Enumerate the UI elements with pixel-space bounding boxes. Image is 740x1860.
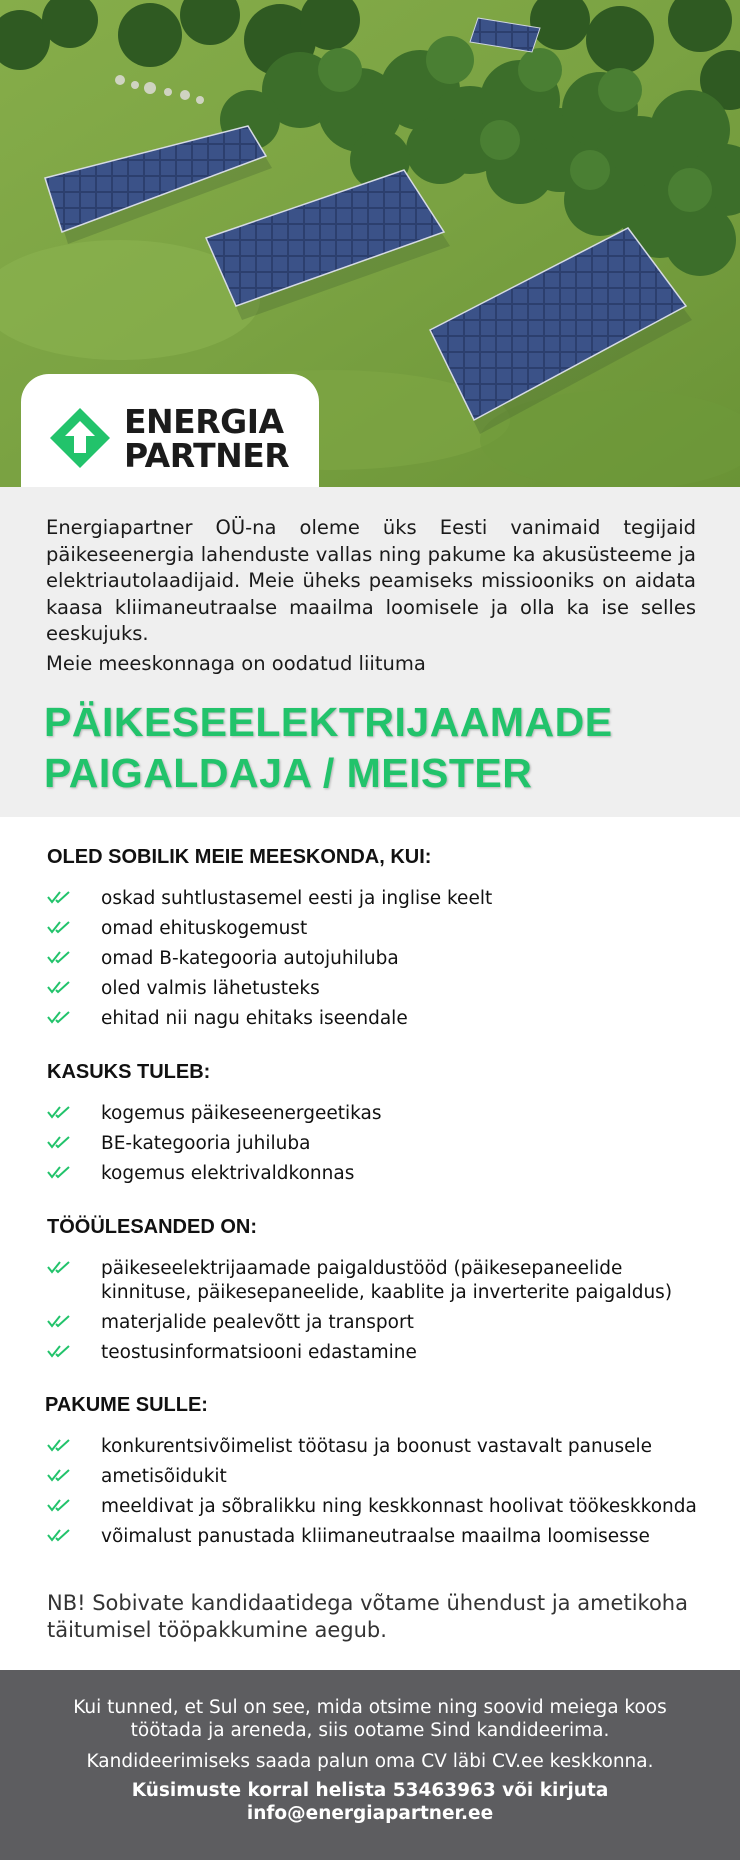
section-title-requirements: OLED SOBILIK MEIE MEESKONDA, KUI: (47, 846, 432, 868)
double-check-icon (47, 1314, 73, 1328)
hero-photo-solar-park (0, 0, 740, 487)
contact-footer (0, 1670, 740, 1860)
intro-lead: Meie meeskonnaga on oodatud liituma (46, 652, 426, 675)
list-item-text: omad ehituskogemust (101, 918, 308, 939)
list-item-text: teostusinformatsiooni edastamine (101, 1342, 417, 1363)
logo-line-2: PARTNER (124, 436, 290, 475)
list-item-text: oskad suhtlustasemel eesti ja inglise keelt (101, 888, 493, 909)
energia-partner-logo-icon (48, 406, 112, 470)
section-title-duties: TÖÖÜLESANDED ON: (47, 1216, 257, 1238)
list-item (47, 1465, 707, 1489)
section-title-advantages: KASUKS TULEB: (47, 1061, 211, 1083)
double-check-icon (47, 1010, 73, 1024)
list-item-text: konkurentsivõimelist töötasu ja boonust vastavalt panusele (101, 1436, 652, 1457)
double-check-icon (47, 980, 73, 994)
advantages-list (47, 1102, 707, 1192)
double-check-icon (47, 920, 73, 934)
requirements-list (47, 887, 707, 1037)
list-item-text: kogemus elektrivaldkonnas (101, 1163, 355, 1184)
list-item (47, 1525, 707, 1549)
list-item (47, 1311, 707, 1335)
logo-line-1: ENERGIA (124, 402, 284, 441)
double-check-icon (47, 1468, 73, 1482)
list-item-text: oled valmis lähetusteks (101, 978, 320, 999)
list-item (47, 1435, 707, 1459)
list-item (47, 1102, 707, 1126)
double-check-icon (47, 1260, 73, 1274)
logo-card (21, 374, 319, 487)
job-title (44, 697, 613, 799)
job-title-line-1: PÄIKESEELEKTRIJAAMADE (44, 699, 613, 745)
list-item (47, 887, 707, 911)
footer-invitation: Kui tunned, et Sul on see, mida otsime ning soovid meiega koos töötada ja areneda, siis ootame Sind kandideerima. (73, 1697, 667, 1741)
list-item (47, 1341, 707, 1365)
footer-apply-instructions: Kandideerimiseks saada palun oma CV läbi CV.ee keskkonna. (86, 1751, 654, 1772)
double-check-icon (47, 1438, 73, 1452)
list-item-text: ametisõidukit (101, 1466, 227, 1487)
list-item-text: omad B-kategooria autojuhiluba (101, 948, 399, 969)
list-item-text: BE-kategooria juhiluba (101, 1133, 311, 1154)
double-check-icon (47, 1135, 73, 1149)
list-item (47, 1007, 707, 1031)
double-check-icon (47, 1528, 73, 1542)
list-item-text: meeldivat ja sõbralikku ning keskkonnast hoolivat töökeskkonda (101, 1496, 697, 1517)
section-title-offer: PAKUME SULLE: (45, 1394, 208, 1416)
list-item (47, 1132, 707, 1156)
list-item (47, 947, 707, 971)
footer-contact: Küsimuste korral helista 53463963 või kirjuta info@energiapartner.ee (131, 1780, 609, 1824)
list-item (47, 1162, 707, 1186)
job-title-line-2: PAIGALDAJA / MEISTER (44, 750, 533, 796)
intro-paragraph: Energiapartner OÜ-na oleme üks Eesti vanimaid tegijaid päikeseenergia lahenduste vallas ning pakume ka akusüsteeme ja elektriautolaadijaid. Meie üheks peamiseks missiooniks on aidata kaasa kliimaneutraalse maailma loomisele ja olla ka ise selles eeskujuks. (46, 516, 696, 645)
list-item (47, 1495, 707, 1519)
list-item-text: võimalust panustada kliimaneutraalse maailma loomisesse (101, 1526, 650, 1547)
double-check-icon (47, 1344, 73, 1358)
double-check-icon (47, 1498, 73, 1512)
list-item-text: päikeseelektrijaamade paigaldustööd (päikesepaneelide kinnituse, päikesepaneelide, kaablite ja inverterite paigaldus) (101, 1258, 673, 1303)
closing-note: NB! Sobivate kandidaatidega võtame ühendust ja ametikoha täitumisel tööpakkumine aegub. (47, 1591, 688, 1642)
double-check-icon (47, 890, 73, 904)
list-item-text: kogemus päikeseenergeetikas (101, 1103, 382, 1124)
logo-wordmark (124, 402, 290, 475)
double-check-icon (47, 1165, 73, 1179)
list-item (47, 977, 707, 1001)
double-check-icon (47, 1105, 73, 1119)
double-check-icon (47, 950, 73, 964)
list-item (47, 1257, 707, 1305)
offer-list (47, 1435, 707, 1555)
list-item-text: ehitad nii nagu ehitaks iseendale (101, 1008, 408, 1029)
intro-section (0, 487, 740, 817)
list-item (47, 917, 707, 941)
list-item-text: materjalide pealevõtt ja transport (101, 1312, 414, 1333)
duties-list (47, 1257, 707, 1371)
